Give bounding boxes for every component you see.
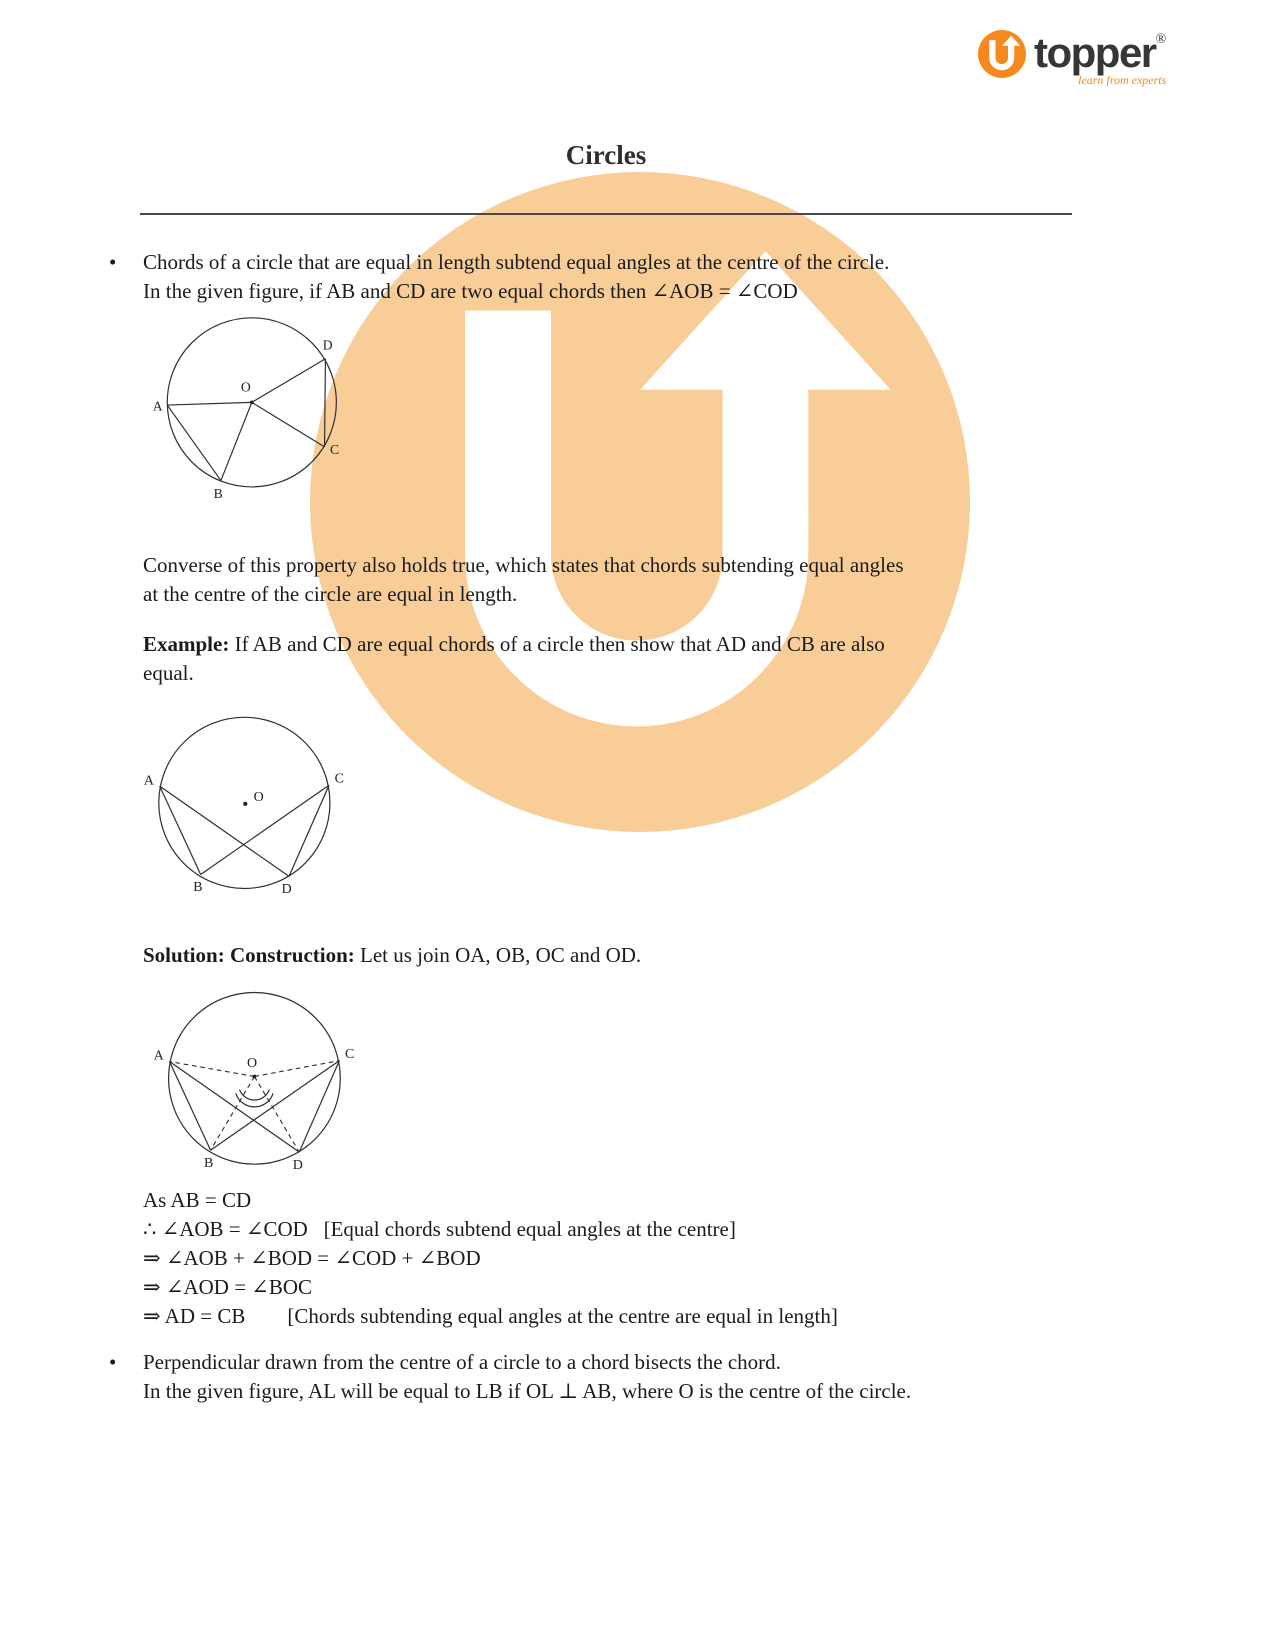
paragraph-solution	[143, 941, 1093, 970]
brand-tagline: learn from experts	[1078, 73, 1167, 87]
paragraph-line: Chords of a circle that are equal in length subtend equal angles at the centre of the circle.	[143, 250, 890, 274]
vertex-label-a: A	[153, 1048, 164, 1064]
radii-lines	[167, 359, 325, 481]
vertex-label-d: D	[322, 337, 333, 353]
solution-label: Solution: Construction:	[143, 943, 355, 967]
toppr-logo	[978, 30, 1166, 88]
paragraph-line: at the centre of the circle are equal in length.	[143, 581, 518, 606]
vertex-label-d: D	[281, 882, 292, 898]
vertex-label-a: A	[152, 398, 163, 414]
derivation-line: ⇒ ∠AOD = ∠BOC	[143, 1275, 313, 1299]
paragraph-converse	[143, 551, 1093, 608]
bullet-item-perpendicular-chord	[109, 1348, 1093, 1405]
example-text: If AB and CD are equal chords of a circle then show that AD and CB are also	[229, 632, 885, 656]
bullet-icon: •	[109, 1350, 117, 1374]
centre-dot	[250, 401, 254, 405]
paragraph-line	[143, 630, 1093, 659]
paragraph-line: Converse of this property also holds true, which states that chords subtending equal angles	[143, 553, 904, 577]
centre-dot	[243, 802, 247, 806]
centre-dot	[253, 1075, 257, 1079]
vertex-label-c: C	[334, 771, 344, 787]
derivation-block	[143, 1186, 1093, 1331]
chord-lines	[167, 359, 325, 481]
figure-equal-chords-angles	[150, 306, 350, 506]
vertex-label-c: C	[344, 1046, 355, 1062]
paragraph-line: Perpendicular drawn from the centre of a circle to a chord bisects the chord.	[143, 1350, 781, 1374]
vertex-label-b: B	[193, 880, 203, 896]
title-divider	[140, 213, 1072, 215]
paragraph-line: equal.	[143, 660, 194, 685]
vertex-label-b: B	[204, 1156, 214, 1171]
centre-label-o: O	[240, 379, 251, 395]
vertex-label-a: A	[143, 773, 154, 789]
page-title: Circles	[565, 140, 647, 170]
derivation-line: ⇒ ∠AOB + ∠BOD = ∠COD + ∠BOD	[143, 1246, 481, 1270]
derivation-line: As AB = CD	[143, 1188, 252, 1212]
paragraph-line: In the given figure, if AB and CD are two equal chords then ∠AOB = ∠COD	[143, 278, 798, 303]
figure-crossing-chords	[140, 708, 345, 908]
vertex-label-d: D	[292, 1157, 303, 1173]
chord-lines	[160, 785, 329, 876]
toppr-logo-icon	[978, 30, 1026, 78]
centre-label-o: O	[246, 1056, 258, 1072]
vertex-label-c: C	[330, 442, 340, 458]
bullet-item-equal-chords	[109, 248, 1093, 305]
bullet-icon: •	[109, 250, 117, 274]
brand-name: topper	[1034, 29, 1156, 76]
figure-construction-radii	[146, 985, 361, 1181]
solution-text: Let us join OA, OB, OC and OD.	[354, 943, 642, 967]
registered-mark-icon: ®	[1155, 32, 1167, 47]
derivation-line: ⇒ AD = CB [Chords subtending equal angles at the centre are equal in length]	[143, 1304, 838, 1328]
centre-label-o: O	[253, 790, 264, 806]
vertex-label-b: B	[213, 485, 223, 501]
derivation-line: ∴ ∠AOB = ∠COD [Equal chords subtend equal angles at the centre]	[143, 1217, 736, 1241]
paragraph-line: In the given figure, AL will be equal to LB if OL ⊥ AB, where O is the centre of the circle.	[143, 1378, 912, 1403]
example-label: Example:	[143, 632, 230, 656]
paragraph-example	[143, 630, 1093, 687]
